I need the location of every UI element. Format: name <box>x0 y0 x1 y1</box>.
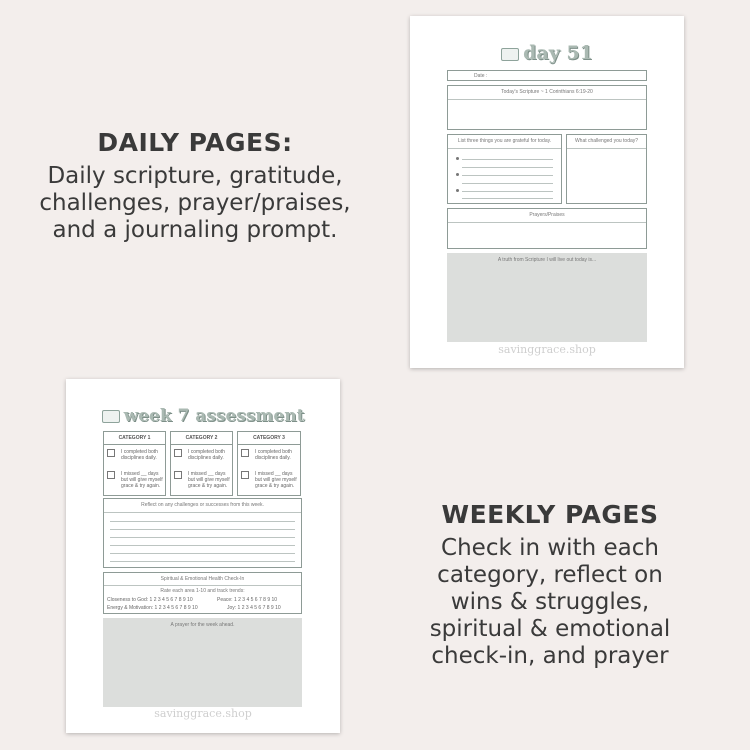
writing-line <box>462 198 553 199</box>
bullet-icon <box>456 157 459 160</box>
writing-line <box>462 167 553 168</box>
closeness-scale: Closeness to God: 1 2 3 4 5 6 7 8 9 10 <box>107 597 193 603</box>
daily-pages-heading: DAILY PAGES: <box>97 128 293 157</box>
prayer-label: A prayer for the week ahead. <box>170 622 235 628</box>
category-title: CATEGORY 1 <box>104 432 165 445</box>
truth-label: A truth from Scripture I will live out today is... <box>497 257 597 263</box>
weekly-page-title: week 7 assessment <box>66 406 340 426</box>
checkbox[interactable] <box>241 471 249 479</box>
weekly-page-footer: savinggrace.shop <box>154 707 252 720</box>
writing-line <box>462 183 553 184</box>
daily-description-line: challenges, prayer/praises, <box>39 190 351 216</box>
prayer-area <box>103 618 302 707</box>
writing-line <box>110 545 295 546</box>
divider <box>448 222 646 223</box>
open-book-icon <box>501 48 519 61</box>
challenge-box <box>566 134 647 204</box>
daily-page-preview <box>410 16 684 368</box>
scripture-box <box>447 85 647 130</box>
category-checklist-item: I completed both disciplines daily. <box>174 449 232 467</box>
daily-description-line: and a journaling prompt. <box>52 217 338 243</box>
bullet-icon <box>456 189 459 192</box>
category-checklist-item: I completed both disciplines daily. <box>107 449 165 467</box>
category-checklist-item: I completed both disciplines daily. <box>241 449 300 467</box>
writing-line <box>462 175 553 176</box>
divider <box>104 585 301 586</box>
weekly-page-preview <box>66 379 340 733</box>
writing-line <box>110 529 295 530</box>
category-title: CATEGORY 3 <box>238 432 300 445</box>
daily-description-line: Daily scripture, gratitude, <box>47 163 343 189</box>
divider <box>567 148 646 149</box>
category-box <box>103 431 166 496</box>
divider <box>448 148 561 149</box>
open-book-icon <box>102 410 120 423</box>
weekly-description-line: category, reflect on <box>437 562 663 588</box>
rate-instructions: Rate each area 1-10 and track trends: <box>160 588 245 594</box>
reflect-label: Reflect on any challenges or successes from this week. <box>141 502 264 508</box>
date-field <box>447 70 647 81</box>
writing-line <box>110 537 295 538</box>
bullet-icon <box>456 173 459 176</box>
weekly-pages-caption <box>400 500 700 670</box>
daily-page-footer: savinggrace.shop <box>498 343 596 356</box>
joy-scale: Joy: 1 2 3 4 5 6 7 8 9 10 <box>227 605 281 611</box>
prayers-box <box>447 208 647 249</box>
writing-line <box>110 553 295 554</box>
writing-line <box>110 561 295 562</box>
weekly-description-line: spiritual & emotional <box>429 616 671 642</box>
category-checklist-item: I missed __ days but will give myself grace & try again. <box>107 471 165 489</box>
truth-area <box>447 253 647 342</box>
reflect-box <box>103 498 302 568</box>
writing-line <box>462 191 553 192</box>
peace-scale: Peace: 1 2 3 4 5 6 7 8 9 10 <box>217 597 278 603</box>
category-checklist-item: I missed __ days but will give myself grace & try again. <box>241 471 300 489</box>
gratitude-label: List three things you are grateful for today. <box>457 138 552 144</box>
checkbox[interactable] <box>174 449 182 457</box>
date-label: Date : <box>474 73 488 79</box>
checkbox[interactable] <box>107 471 115 479</box>
daily-pages-caption <box>20 128 370 244</box>
checkbox[interactable] <box>241 449 249 457</box>
gratitude-box <box>447 134 562 204</box>
weekly-pages-heading: WEEKLY PAGES <box>441 500 659 529</box>
prayers-label: Prayers/Praises <box>529 212 565 218</box>
weekly-description-line: Check in with each <box>441 535 659 561</box>
checkin-box <box>103 572 302 614</box>
daily-page-title: day 51 <box>410 42 684 64</box>
writing-line <box>110 521 295 522</box>
checkin-label: Spiritual & Emotional Health Check-In <box>160 576 245 582</box>
weekly-pages-description <box>400 535 700 670</box>
divider <box>104 512 301 513</box>
weekly-description-line: check-in, and prayer <box>431 643 669 669</box>
checkbox[interactable] <box>174 471 182 479</box>
daily-pages-description <box>20 163 370 244</box>
scripture-label: Today's Scripture ~ 1 Corinthians 6:19-20 <box>501 89 593 95</box>
challenge-label: What challenged you today? <box>574 138 639 144</box>
divider <box>448 99 646 100</box>
writing-line <box>462 159 553 160</box>
category-box <box>170 431 233 496</box>
checkbox[interactable] <box>107 449 115 457</box>
energy-scale: Energy & Motivation: 1 2 3 4 5 6 7 8 9 10 <box>107 605 198 611</box>
category-title: CATEGORY 2 <box>171 432 232 445</box>
weekly-description-line: wins & struggles, <box>450 589 650 615</box>
category-box <box>237 431 301 496</box>
category-checklist-item: I missed __ days but will give myself grace & try again. <box>174 471 232 489</box>
